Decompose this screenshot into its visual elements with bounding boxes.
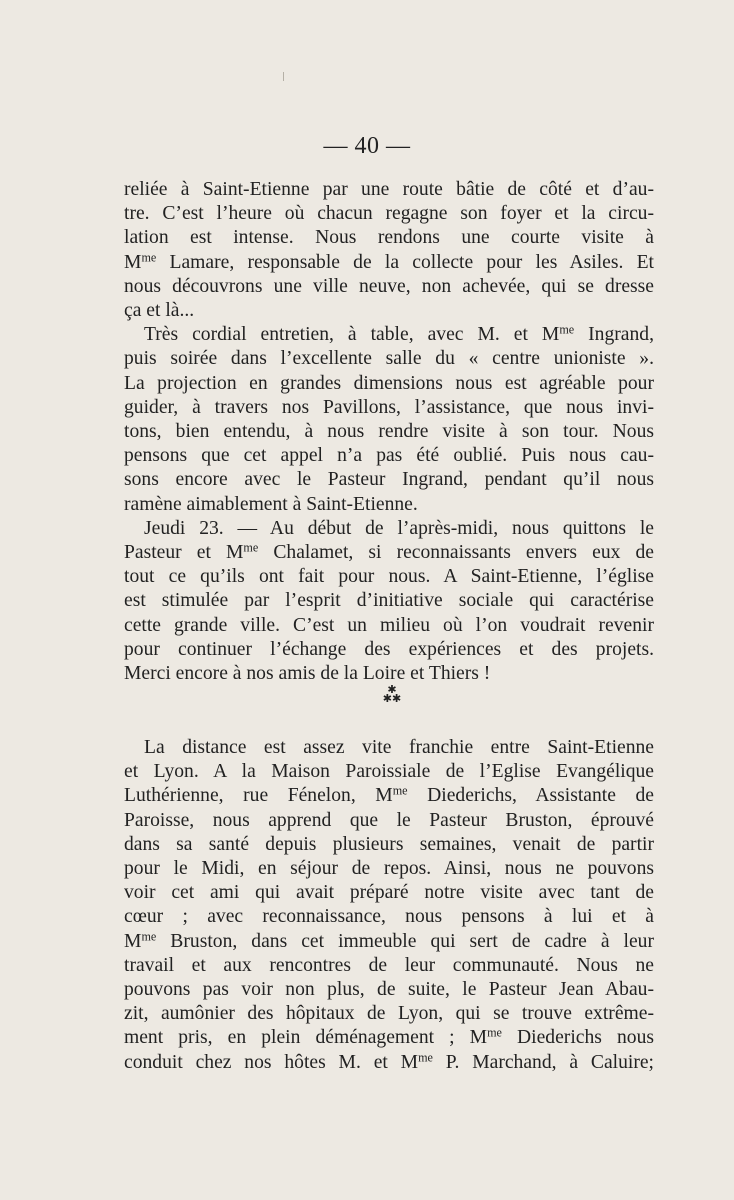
text-line: puis soirée dans l’excellente salle du « centre unioniste ». [124, 348, 654, 370]
text-block-saint-etienne [124, 178, 654, 686]
text-segment: M [124, 930, 142, 952]
text-line [124, 1051, 654, 1075]
text-segment: conduit chez nos hôtes M. et M [124, 1051, 419, 1073]
text-segment: Diederichs nous [501, 1027, 654, 1049]
text-line: ça et là... [124, 300, 195, 322]
text-line: pour le Midi, en séjour de repos. Ainsi, nous ne pouvons [124, 858, 654, 880]
text-segment: Bruston, dans cet immeuble qui sert de cadre à leur [156, 930, 654, 952]
text-line: La distance est assez vite franchie entre Saint-Etienne [144, 737, 654, 758]
text-line: tons, bien entendu, à nous rendre visite à son tour. Nous [124, 421, 654, 443]
text-segment: Chalamet, si reconnaissants envers eux de [258, 542, 655, 564]
text-line [124, 541, 654, 565]
text-line: nous découvrons une ville neuve, non achevée, qui se dresse [124, 275, 654, 297]
superscript: me [243, 540, 259, 555]
text-segment: Luthérienne, rue Fénelon, M [124, 785, 393, 807]
text-line [124, 1026, 654, 1050]
superscript: me [418, 1049, 433, 1064]
asterism-top: ✱ [387, 684, 397, 696]
superscript: me [392, 783, 408, 798]
text-line: guider, à travers nos Pavillons, l’assistance, que nous invi- [124, 396, 654, 418]
text-line [124, 930, 654, 954]
text-line: cœur ; avec reconnaissance, nous pensons à lui et à [124, 906, 654, 928]
section-separator [377, 686, 407, 714]
text-segment: ment pris, en plein déménagement ; M [124, 1027, 488, 1049]
text-line: pensons que cet appel n’a pas été oublié. Puis nous cau- [124, 445, 654, 467]
superscript: me [141, 249, 157, 264]
ink-mark [283, 72, 284, 81]
superscript: me [487, 1025, 502, 1040]
text-segment: Diederichs, Assistante de [407, 785, 654, 807]
text-line: et Lyon. A la Maison Paroissiale de l’Eglise Evangélique [124, 761, 654, 783]
text-line: tout ce qu’ils ont fait pour nous. A Saint-Etienne, l’église [124, 566, 654, 588]
text-line: La projection en grandes dimensions nous est agréable pour [124, 372, 654, 394]
text-line: cette grande ville. C’est un milieu où l’on voudrait revenir [124, 614, 654, 636]
text-segment: M [124, 251, 142, 273]
text-line: voir cet ami qui avait préparé notre visite avec tant de [124, 882, 654, 904]
text-segment: Pasteur et M [124, 542, 244, 564]
text-line: travail et aux rencontres de leur communauté. Nous ne [124, 954, 654, 976]
superscript: me [141, 928, 157, 943]
text-segment: Ingrand, [574, 324, 654, 346]
text-segment: P. Marchand, à Caluire; [432, 1051, 655, 1073]
asterism-bottom: ✱✱ [382, 693, 402, 705]
text-block-lyon [124, 736, 654, 1075]
text-line: zit, aumônier des hôpitaux de Lyon, qui se trouve extrême- [124, 1003, 654, 1025]
text-line: pouvons pas voir non plus, de suite, le Pasteur Jean Abau- [124, 979, 654, 1001]
text-line: lation est intense. Nous rendons une courte visite à [124, 227, 654, 249]
text-line: ramène aimablement à Saint-Etienne. [124, 493, 418, 515]
page-number: — 40 — [323, 133, 411, 159]
text-line [124, 323, 654, 347]
text-line: sons encore avec le Pasteur Ingrand, pendant qu’il nous [124, 469, 654, 491]
text-line: Merci encore à nos amis de la Loire et Thiers ! [124, 663, 491, 685]
text-line: pour continuer l’échange des expériences et des projets. [124, 638, 654, 660]
text-line: est stimulée par l’esprit d’initiative sociale qui caractérise [124, 590, 654, 612]
text-line: dans sa santé depuis plusieurs semaines, venait de partir [124, 833, 654, 855]
superscript: me [559, 322, 575, 337]
text-segment: Lamare, responsable de la collecte pour les Asiles. Et [156, 251, 654, 273]
text-line: reliée à Saint-Etienne par une route bâtie de côté et d’au- [124, 179, 654, 200]
text-line: tre. C’est l’heure où chacun regagne son foyer et la circu- [124, 203, 654, 225]
text-line [124, 251, 654, 275]
text-line: Jeudi 23. — Au début de l’après-midi, nous quittons le [144, 517, 654, 539]
text-segment: Très cordial entretien, à table, avec M. et M [144, 324, 560, 346]
text-line: Paroisse, nous apprend que le Pasteur Bruston, éprouvé [124, 809, 654, 831]
text-line [124, 784, 654, 808]
